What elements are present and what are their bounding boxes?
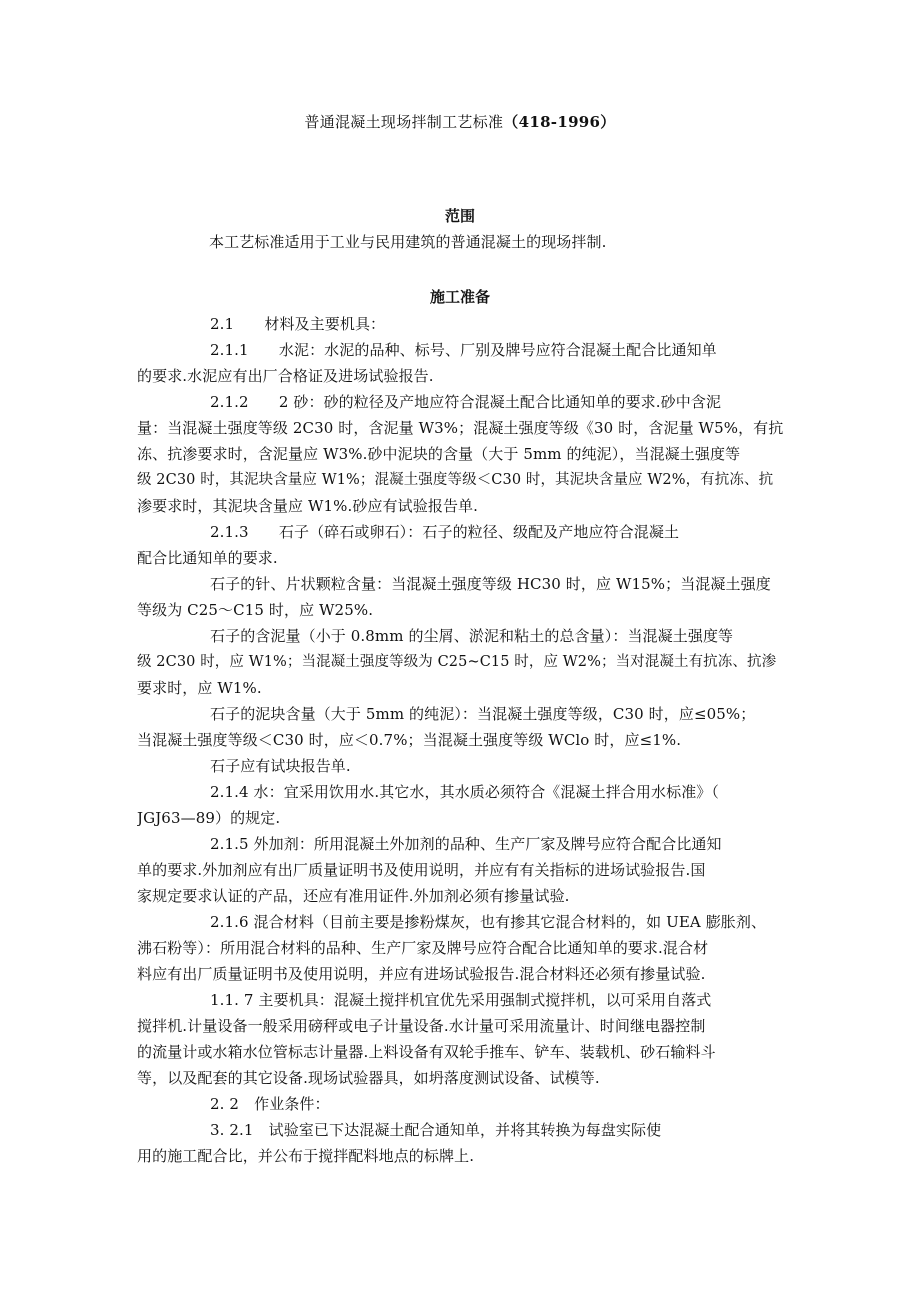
section-heading-scope: 范围 [444,207,475,225]
text-line: 等级为 C25～C15 时，应 W25%. [137,601,374,619]
text-line: 沸石粉等）：所用混合材料的品种、生产厂家及牌号应符合配合比通知单的要求.混合材 [137,939,709,957]
text-line: 用的施工配合比，并公布于搅拌配料地点的标牌上. [137,1147,475,1165]
text-line: 2.1.4 水：宜采用饮用水.其它水，其水质必须符合《混凝土拌合用水标准》（ [210,783,720,801]
document-title-text: 普通混凝土现场拌制工艺标准 [304,113,504,131]
text-line: 2.1.3 石子（碎石或卵石）：石子的粒径、级配及产地应符合混凝土 [210,523,680,541]
text-line: 料应有出厂质量证明书及使用说明，并应有进场试验报告.混合材料还必须有掺量试验. [137,965,706,983]
text-line: 石子的泥块含量（大于 5mm 的纯泥）：当混凝土强度等级，C30 时，应≤05%； [210,705,756,723]
text-line: 2.1.5 外加剂：所用混凝土外加剂的品种、生产厂家及牌号应符合配合比通知 [210,835,722,853]
text-line: 家规定要求认证的产品，还应有准用证件.外加剂必须有掺量试验. [137,887,570,905]
document-title [0,112,920,132]
text-line: 石子的针、片状颗粒含量：当混凝土强度等级 HC30 时，应 W15%；当混凝土强度 [210,575,771,593]
text-line: 等，以及配套的其它设备.现场试验器具，如坍落度测试设备、试模等. [137,1069,600,1087]
text-line: 级 2C30 时，应 W1%；当混凝土强度等级为 C25~C15 时，应 W2%；当对混凝土有抗冻、抗渗 [137,654,777,670]
text-line: 的要求.水泥应有出厂合格证及进场试验报告. [137,367,434,385]
text-line: 2.1.1 水泥：水泥的品种、标号、厂别及牌号应符合混凝土配合比通知单 [210,341,717,359]
document-title-code: （418-1996） [503,113,616,131]
text-line: 2.1.2 2 砂：砂的粒径及产地应符合混凝土配合比通知单的要求.砂中含泥 [210,393,722,411]
text-line: 当混凝土强度等级＜C30 时，应＜0.7%；当混凝土强度等级 WClo 时，应≤1%. [137,731,682,749]
text-line: 单的要求.外加剂应有出厂质量证明书及使用说明，并应有有关指标的进场试验报告.国 [137,861,706,879]
text-line: 2. 2 作业条件： [210,1095,330,1113]
text-line: 要求时，应 W1%. [137,679,262,697]
text-line: 1.1. 7 主要机具：混凝土搅拌机宜优先采用强制式搅拌机，以可采用自落式 [210,991,712,1009]
text-line: 搅拌机.计量设备一般采用磅秤或电子计量设备.水计量可采用流量计、时间继电器控制 [137,1017,706,1035]
text-line: 石子的含泥量（小于 0.8mm 的尘屑、淤泥和粘土的总含量）：当混凝土强度等 [210,627,734,645]
text-line: 2.1.6 混合材料（目前主要是掺粉煤灰，也有掺其它混合材料的，如 UEA 膨胀剂、 [210,913,767,931]
section-heading-preparation: 施工准备 [429,288,490,306]
text-line: 石子应有试块报告单. [210,757,351,775]
text-line: 量：当混凝土强度等级 2C30 时，含泥量 W3%；混凝土强度等级《30 时，含泥量 W5%，有抗 [137,419,784,437]
text-line: 渗要求时，其泥块含量应 W1%.砂应有试验报告单. [137,497,479,515]
text-line: 的流量计或水箱水位管标志计量器.上料设备有双轮手推车、铲车、装载机、砂石输料斗 [137,1043,716,1061]
preparation-body [137,311,787,1169]
text-line: 冻、抗渗要求时，含泥量应 W3%.砂中泥块的含量（大于 5mm 的纯泥），当混凝土强度等 [137,445,741,463]
text-line: 3. 2.1 试验室已下达混凝土配合通知单，并将其转换为每盘实际使 [210,1121,662,1139]
scope-text: 本工艺标准适用于工业与民用建筑的普通混凝土的现场拌制. [209,233,607,251]
text-line: JGJ63—89）的规定. [137,809,281,827]
scope-paragraph [209,229,809,255]
text-line: 配合比通知单的要求. [137,549,278,567]
text-line: 2.1 材料及主要机具： [210,315,386,333]
text-line: 级 2C30 时，其泥块含量应 W1%；混凝土强度等级＜C30 时，其泥块含量应 W2%，有抗冻、抗 [137,472,774,488]
